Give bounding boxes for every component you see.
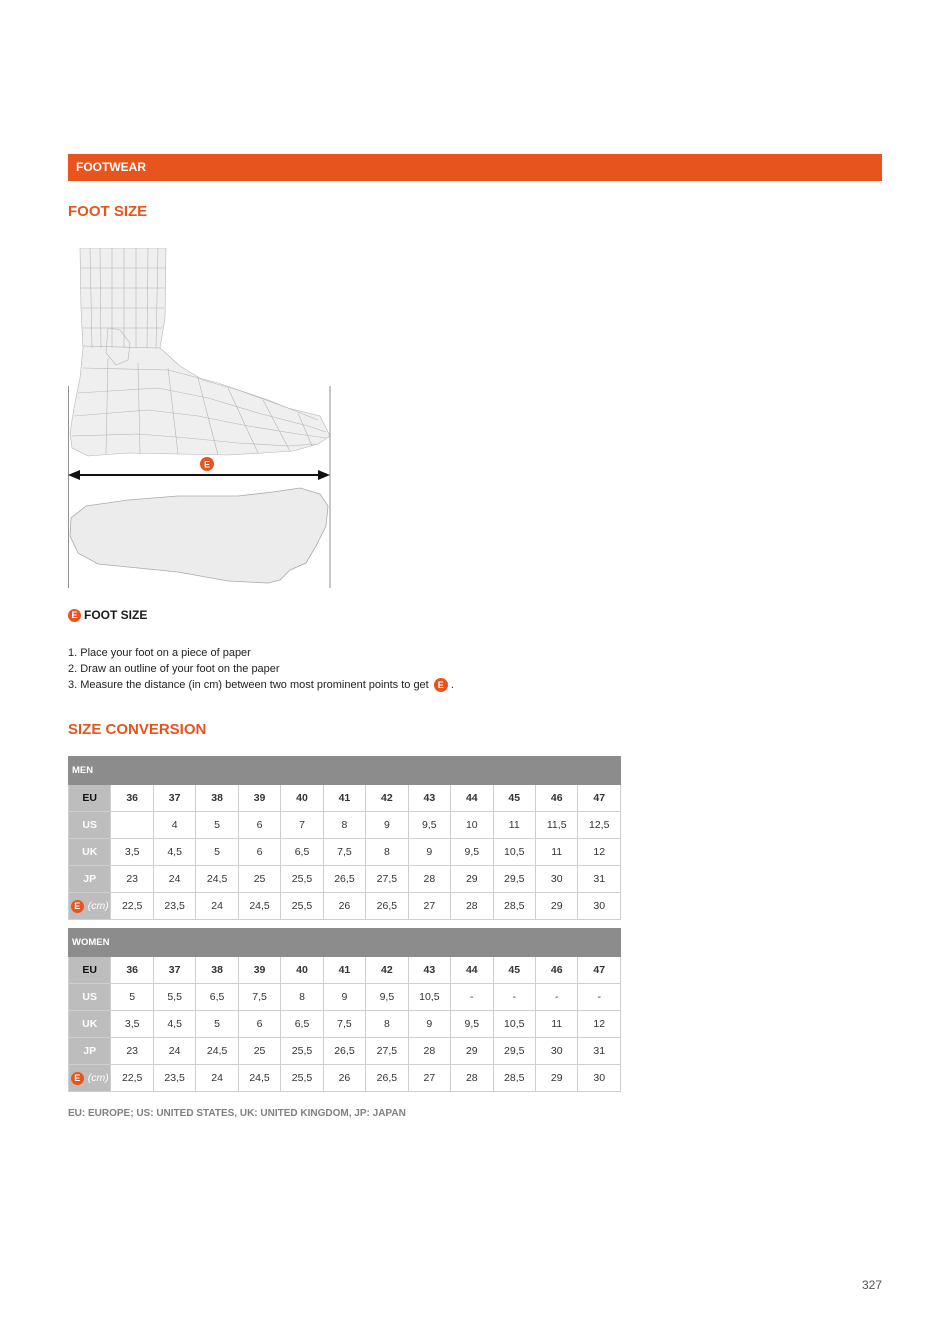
table-cell: 28 [408, 1038, 450, 1065]
table-cell: 5 [196, 839, 238, 866]
table-cell: 10 [451, 812, 493, 839]
marker-e-icon: E [434, 678, 448, 692]
table-cell: 25 [238, 1038, 280, 1065]
table-cell: 10,5 [493, 1011, 535, 1038]
legend-label: FOOT SIZE [84, 608, 148, 622]
table-cell: 40 [281, 785, 323, 812]
table-cell: 5,5 [153, 984, 195, 1011]
table-cell: 9 [323, 984, 365, 1011]
table-cell: 9 [408, 1011, 450, 1038]
table-cell: 9,5 [408, 812, 450, 839]
table-cell: 4,5 [153, 839, 195, 866]
table-cell: 23 [111, 866, 153, 893]
table-cell: 11 [535, 1011, 577, 1038]
table-cell: 12,5 [578, 812, 621, 839]
table-cell: 6,5 [281, 839, 323, 866]
table-cell: 27,5 [366, 866, 408, 893]
table-cell: 43 [408, 957, 450, 984]
table-cell: 11 [535, 839, 577, 866]
footnote: EU: EUROPE; US: UNITED STATES, UK: UNITED KINGDOM, JP: JAPAN [68, 1108, 406, 1119]
table-cell: 25 [238, 866, 280, 893]
page-number: 327 [861, 1278, 882, 1292]
table-cell: 7,5 [323, 1011, 365, 1038]
table-cell: 26,5 [366, 1065, 408, 1092]
table-cell: 29 [451, 1038, 493, 1065]
table-cell: 30 [578, 893, 621, 920]
table-cell: 28 [408, 866, 450, 893]
table-cell: 9,5 [366, 984, 408, 1011]
table-cell: 28,5 [493, 893, 535, 920]
table-cell: 37 [153, 785, 195, 812]
row-label [69, 893, 111, 920]
table-cell: 38 [196, 957, 238, 984]
table-cell: 47 [578, 785, 621, 812]
table-cell: - [535, 984, 577, 1011]
table-cell: 36 [111, 785, 153, 812]
table-cell: 41 [323, 785, 365, 812]
table-cell: 9 [408, 839, 450, 866]
step-2: 2. Draw an outline of your foot on the paper [68, 663, 280, 675]
table-cell: 24,5 [238, 893, 280, 920]
table-cell [111, 812, 153, 839]
table-row [69, 839, 621, 866]
table-row [69, 812, 621, 839]
table-cell: 8 [281, 984, 323, 1011]
table-cell: 4,5 [153, 1011, 195, 1038]
table-cell: 23,5 [153, 1065, 195, 1092]
table-cell: 23,5 [153, 893, 195, 920]
table-cell: 27 [408, 1065, 450, 1092]
table-cell: 12 [578, 1011, 621, 1038]
table-cell: 7,5 [323, 839, 365, 866]
table-cell: 9 [366, 812, 408, 839]
step-3-suffix: . [450, 679, 454, 691]
section-banner: FOOTWEAR [68, 154, 882, 181]
row-label: JP [69, 1038, 111, 1065]
table-cell: 10,5 [493, 839, 535, 866]
table-cell: 6 [238, 812, 280, 839]
table-cell: 41 [323, 957, 365, 984]
row-label [69, 1065, 111, 1092]
row-label: US [69, 812, 111, 839]
table-cell: 42 [366, 785, 408, 812]
table-row [69, 785, 621, 812]
table-cell: 8 [323, 812, 365, 839]
table-cell: 22,5 [111, 1065, 153, 1092]
table-row [69, 1011, 621, 1038]
table-cell: 23 [111, 1038, 153, 1065]
table-cell: 37 [153, 957, 195, 984]
table-cell: 24,5 [238, 1065, 280, 1092]
table-cell: 26 [323, 1065, 365, 1092]
leg-wireframe [70, 248, 330, 456]
table-cell: 38 [196, 785, 238, 812]
table-cell: 30 [535, 1038, 577, 1065]
table-cell: 36 [111, 957, 153, 984]
table-cell: 6,5 [196, 984, 238, 1011]
table-cell: 28 [451, 893, 493, 920]
table-cell: 25,5 [281, 1038, 323, 1065]
table-cell: 3,5 [111, 1011, 153, 1038]
table-cell: 29 [535, 1065, 577, 1092]
unit-label: (cm) [87, 1071, 109, 1084]
table-row [69, 1065, 621, 1092]
foot-size-legend [68, 608, 147, 622]
table-cell: 28,5 [493, 1065, 535, 1092]
table-cell: 24,5 [196, 866, 238, 893]
women-size-table [68, 928, 621, 1092]
table-cell: 26,5 [323, 1038, 365, 1065]
foot-outline [70, 488, 328, 583]
men-table-title: MEN [69, 757, 621, 785]
men-size-table [68, 756, 621, 920]
table-cell: 5 [196, 1011, 238, 1038]
table-cell: 5 [111, 984, 153, 1011]
row-label: UK [69, 1011, 111, 1038]
table-cell: 39 [238, 957, 280, 984]
table-cell: 25,5 [281, 866, 323, 893]
table-cell: 6,5 [281, 1011, 323, 1038]
table-cell: - [578, 984, 621, 1011]
table-row [69, 866, 621, 893]
svg-text:E: E [203, 459, 211, 470]
women-table-title: WOMEN [69, 929, 621, 957]
table-cell: 44 [451, 957, 493, 984]
table-cell: 47 [578, 957, 621, 984]
step-1: 1. Place your foot on a piece of paper [68, 647, 251, 659]
table-cell: 26 [323, 893, 365, 920]
marker-e-icon: E [71, 900, 84, 913]
table-cell: 22,5 [111, 893, 153, 920]
table-cell: 42 [366, 957, 408, 984]
table-cell: 6 [238, 839, 280, 866]
table-cell: 10,5 [408, 984, 450, 1011]
table-cell: 24,5 [196, 1038, 238, 1065]
table-cell: 11,5 [535, 812, 577, 839]
row-label: UK [69, 839, 111, 866]
table-cell: 29 [535, 893, 577, 920]
table-cell: 24 [196, 1065, 238, 1092]
table-row [69, 957, 621, 984]
step-3-text: 3. Measure the distance (in cm) between two most prominent points to get [68, 679, 429, 691]
table-cell: 29,5 [493, 1038, 535, 1065]
table-cell: 7,5 [238, 984, 280, 1011]
table-cell: 29,5 [493, 866, 535, 893]
table-cell: 9,5 [451, 1011, 493, 1038]
table-cell: 25,5 [281, 893, 323, 920]
table-cell: 46 [535, 785, 577, 812]
table-row [69, 1038, 621, 1065]
table-cell: 5 [196, 812, 238, 839]
table-cell: 12 [578, 839, 621, 866]
marker-e-icon: E [68, 609, 81, 622]
table-cell: 3,5 [111, 839, 153, 866]
table-cell: 8 [366, 839, 408, 866]
table-cell: 31 [578, 1038, 621, 1065]
table-cell: 25,5 [281, 1065, 323, 1092]
measure-steps [68, 645, 454, 693]
table-cell: 45 [493, 957, 535, 984]
table-cell: 46 [535, 957, 577, 984]
measure-arrow [68, 470, 330, 480]
row-label: EU [69, 785, 111, 812]
table-cell: 31 [578, 866, 621, 893]
table-cell: 27,5 [366, 1038, 408, 1065]
step-3 [68, 677, 454, 693]
table-cell: 44 [451, 785, 493, 812]
size-conversion-heading: SIZE CONVERSION [68, 721, 207, 738]
row-label: US [69, 984, 111, 1011]
unit-label: (cm) [87, 899, 109, 912]
table-cell: 30 [578, 1065, 621, 1092]
table-cell: 24 [196, 893, 238, 920]
table-cell: 29 [451, 866, 493, 893]
table-cell: 4 [153, 812, 195, 839]
foot-measure-illustration [68, 248, 332, 590]
table-cell: 26,5 [366, 893, 408, 920]
table-cell: 28 [451, 1065, 493, 1092]
table-cell: 39 [238, 785, 280, 812]
table-row [69, 984, 621, 1011]
table-cell: 24 [153, 1038, 195, 1065]
table-cell: 30 [535, 866, 577, 893]
table-cell: 6 [238, 1011, 280, 1038]
table-cell: 43 [408, 785, 450, 812]
table-cell: 26,5 [323, 866, 365, 893]
table-cell: 40 [281, 957, 323, 984]
row-label: JP [69, 866, 111, 893]
table-cell: 24 [153, 866, 195, 893]
foot-size-heading: FOOT SIZE [68, 203, 148, 220]
table-cell: 8 [366, 1011, 408, 1038]
table-cell: 9,5 [451, 839, 493, 866]
table-cell: 45 [493, 785, 535, 812]
marker-e-icon: E [71, 1072, 84, 1085]
table-cell: 27 [408, 893, 450, 920]
row-label: EU [69, 957, 111, 984]
table-row [69, 893, 621, 920]
table-cell: - [493, 984, 535, 1011]
marker-e-icon [200, 457, 214, 471]
table-cell: 7 [281, 812, 323, 839]
table-cell: - [451, 984, 493, 1011]
table-cell: 11 [493, 812, 535, 839]
